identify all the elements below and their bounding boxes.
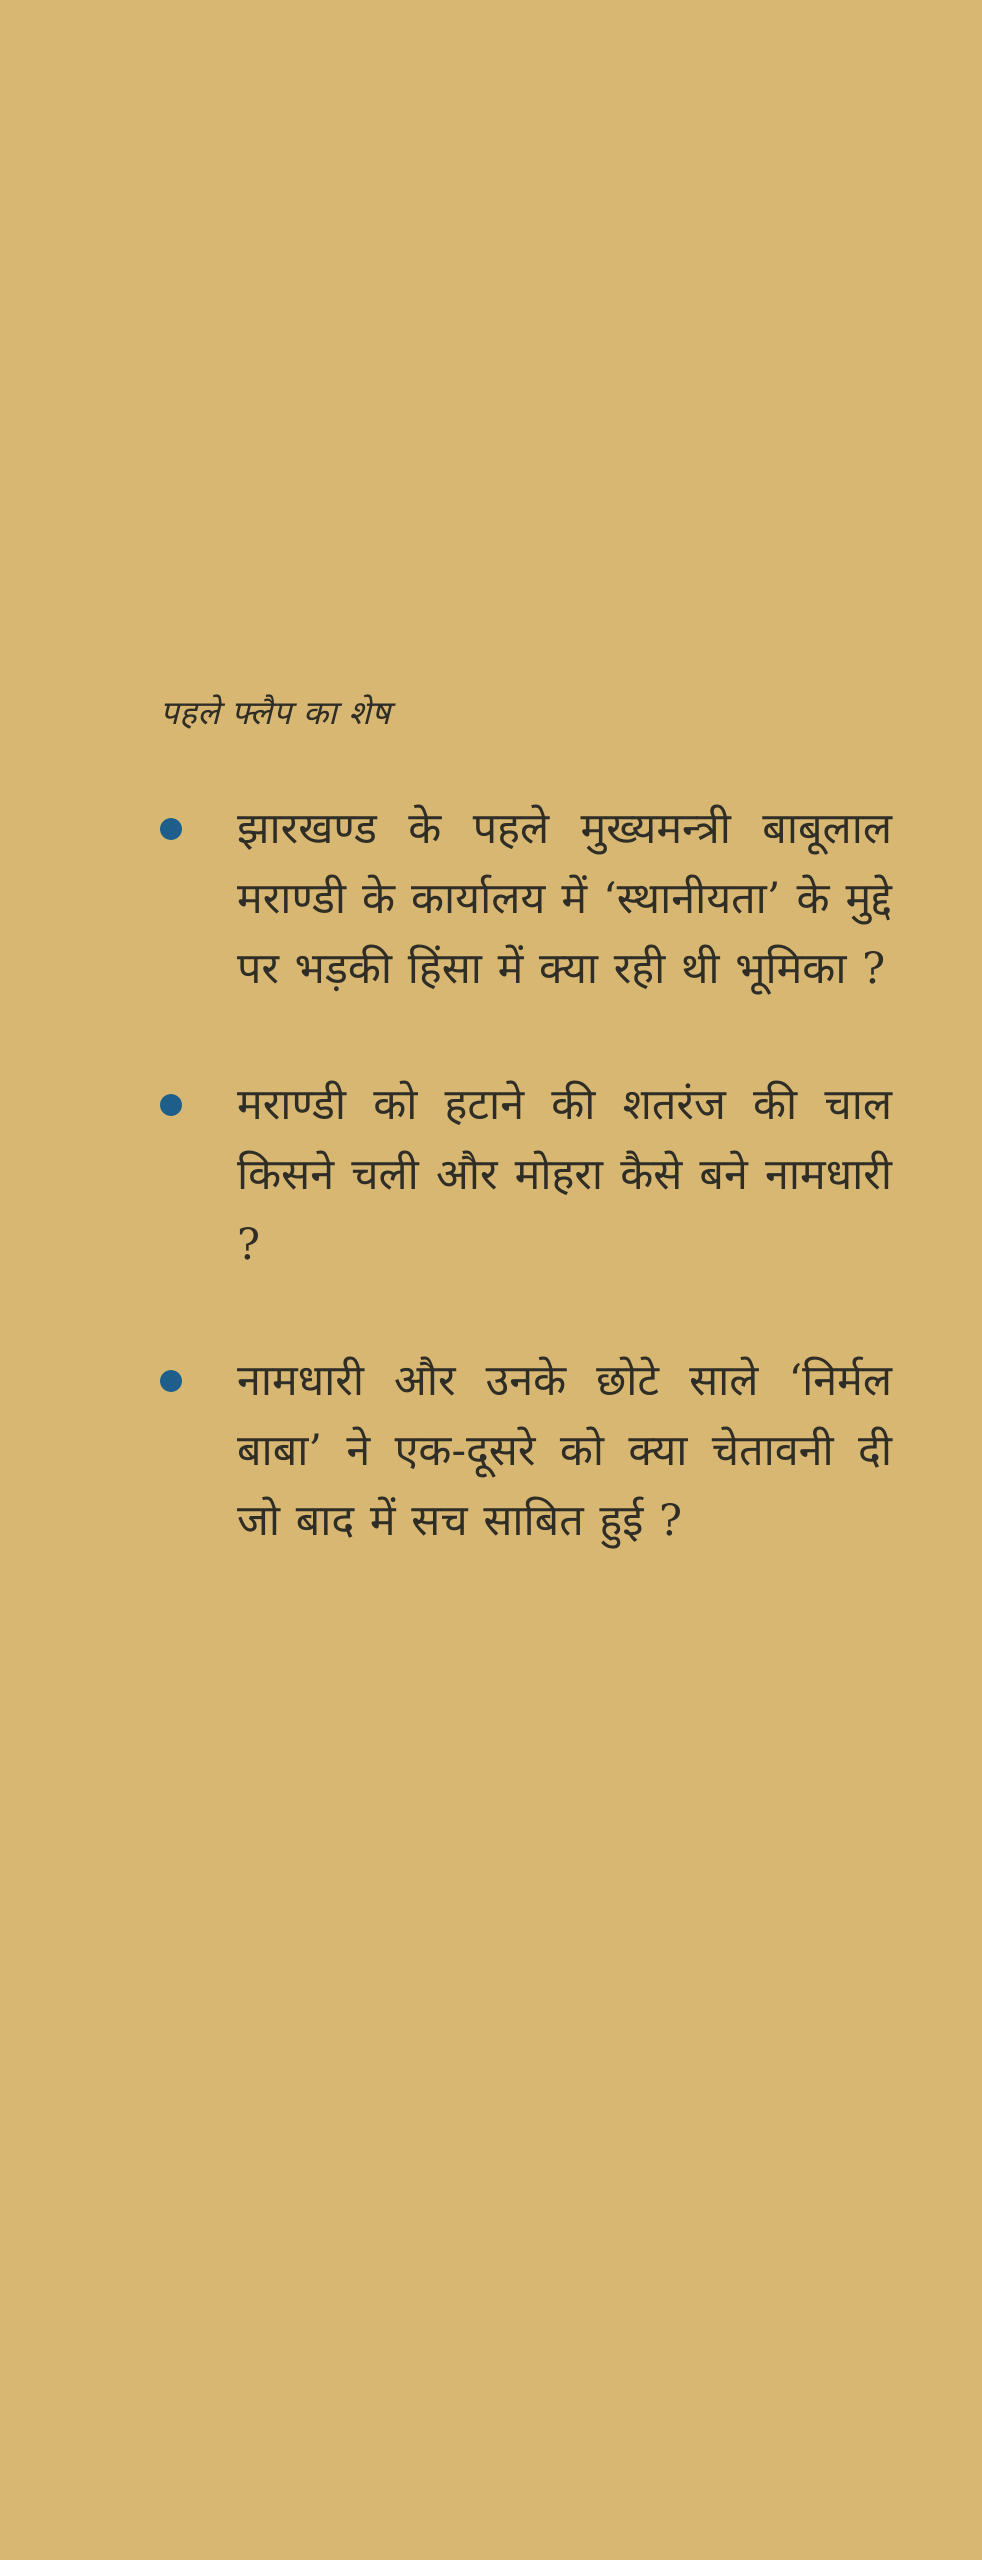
bullet-dot-icon — [160, 1370, 182, 1392]
list-item — [160, 1070, 892, 1280]
list-item — [160, 794, 892, 1004]
flap-content — [160, 688, 892, 1556]
bullet-dot-icon — [160, 818, 182, 840]
list-item — [160, 1346, 892, 1556]
bullet-question-3: नामधारी और उनके छोटे साले ‘निर्मल बाबा’ ने एक-दूसरे को क्या चेतावनी दी जो बाद में सच साबित हुई ? — [237, 1356, 892, 1546]
bullet-question-2: मराण्डी को हटाने की शतरंज की चाल किसने चली और मोहरा कैसे बने नामधारी ? — [237, 1080, 892, 1270]
bullet-question-1: झारखण्ड के पहले मुख्यमन्त्री बाबूलाल मराण्डी के कार्यालय में ‘स्थानीयता’ के मुद्दे पर भड़की हिंसा में क्या रही थी भूमिका ? — [237, 804, 892, 994]
flap-continuation-heading: पहले फ्लैप का शेष — [160, 693, 391, 732]
bullet-dot-icon — [160, 1094, 182, 1116]
question-bullet-list — [160, 794, 892, 1556]
